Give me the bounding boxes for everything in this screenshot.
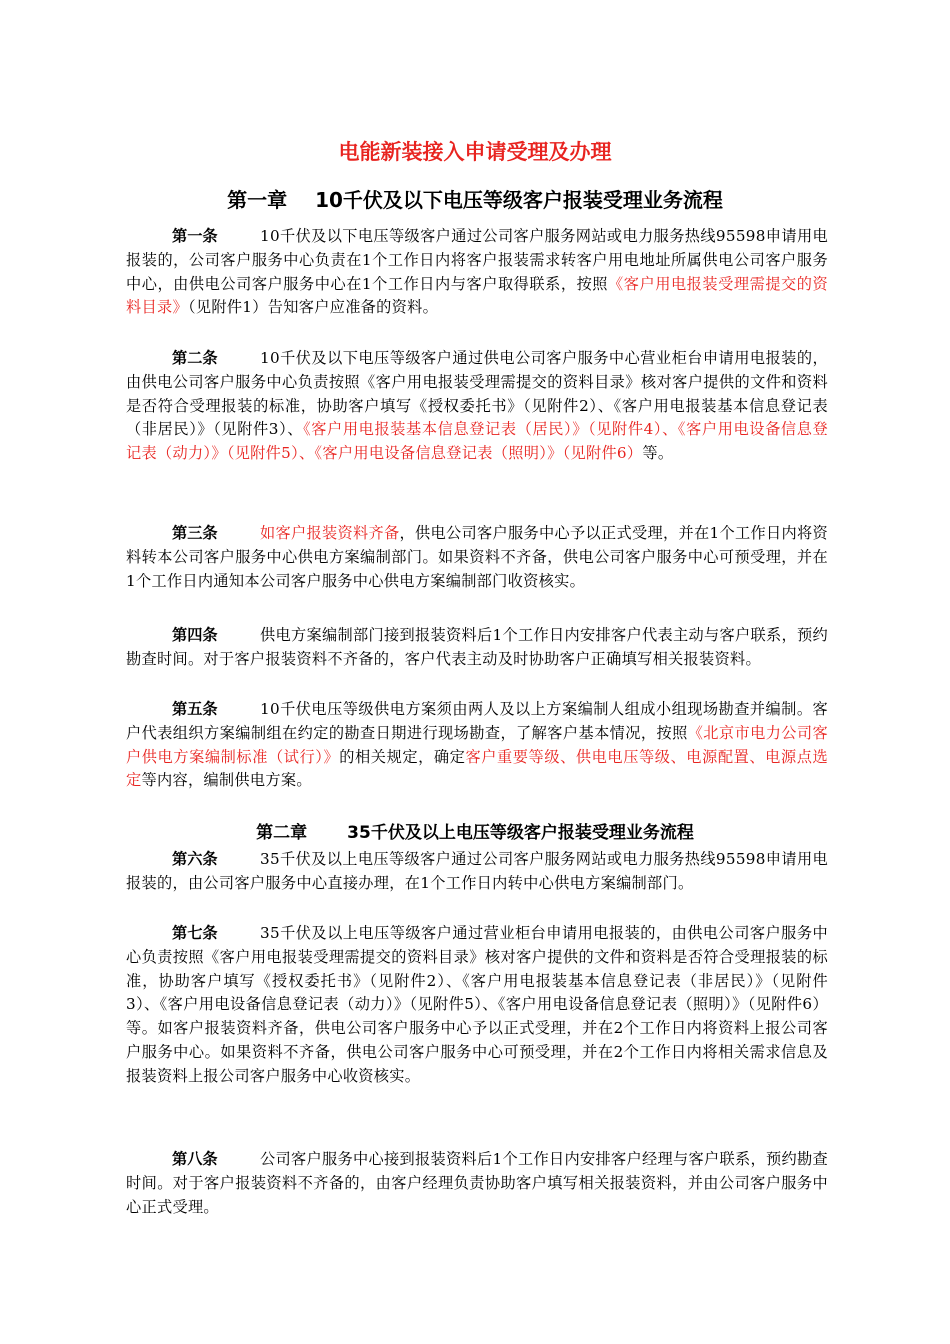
article-text: 35千伏及以上电压等级客户通过公司客户服务网站或电力服务热线95598申请用电报装的，由公司客户服务中心直接办理，在1个工作日内转中心供电方案编制部门。 xyxy=(126,850,828,892)
article-label: 第二条 xyxy=(172,349,218,367)
article-label: 第七条 xyxy=(172,924,218,942)
article-5 xyxy=(126,698,828,793)
article-text: 10千伏及以下电压等级客户通过供电公司客户服务中心营业柜台申请用电报装的，由供电公司客户服务中心负责按照《客户用电报装受理需提交的资料目录》核对客户提供的文件和资料是否符合受理报装的标准，协助客户填写《授权委托书》（见附件2）、《客户用电报装基本信息登记表（非居民）》（见附件3）、 xyxy=(126,349,828,439)
article-6 xyxy=(126,848,828,896)
article-label: 第四条 xyxy=(172,626,218,644)
highlighted-text: 《北京市电力公司客户供电方案编制标准（试行）》 xyxy=(126,723,828,766)
chapter-2-label: 第二章 xyxy=(256,823,308,843)
chapter-2-title: 35千伏及以上电压等级客户报装受理业务流程 xyxy=(347,823,694,843)
article-text: 的相关规定，确定 xyxy=(339,747,466,766)
article-text: 等。 xyxy=(642,444,674,463)
article-label: 第六条 xyxy=(172,850,218,868)
chapter-1-label: 第一章 xyxy=(227,188,288,212)
article-label: 第五条 xyxy=(172,700,218,718)
article-7 xyxy=(126,922,828,1089)
article-2 xyxy=(126,347,828,466)
highlighted-text: 《客户用电报装基本信息登记表（居民）》（见附件4）、《客户用电设备信息登记表（动力）》（见附件5）、《客户用电设备信息登记表（照明）》（见附件6） xyxy=(126,420,828,463)
article-text: （见附件1）告知客户应准备的资料。 xyxy=(187,298,439,317)
article-label: 第一条 xyxy=(172,227,218,245)
article-text: 10千伏及以下电压等级客户通过公司客户服务网站或电力服务热线95598申请用电报装的，公司客户服务中心负责在1个工作日内将客户报装需求转客户用电地址所属供电公司客户服务中心，由供电公司客户服务中心在1个工作日内与客户取得联系，按照 xyxy=(126,227,828,293)
article-label: 第八条 xyxy=(172,1150,218,1168)
highlighted-text: 《客户用电报装受理需提交的资料目录》 xyxy=(126,274,828,317)
chapter-1-title: 10千伏及以下电压等级客户报装受理业务流程 xyxy=(315,188,723,212)
chapter-2-heading xyxy=(0,820,950,846)
highlighted-text: 客户重要等级、供电电压等级、电源配置、电源点选定 xyxy=(126,747,828,790)
article-text: 等内容，编制供电方案。 xyxy=(141,771,312,790)
article-8 xyxy=(126,1148,828,1219)
article-4 xyxy=(126,624,828,672)
article-text: ，供电公司客户服务中心予以正式受理，并在1个工作日内将资料转本公司客户服务中心供电方案编制部门。如果资料不齐备，供电公司客户服务中心可预受理，并在1个工作日内通知本公司客户服务中心供电方案编制部门收资核实。 xyxy=(126,524,829,590)
document-title: 电能新装接入申请受理及办理 xyxy=(338,140,612,164)
article-3 xyxy=(126,522,828,593)
article-text: 35千伏及以上电压等级客户通过营业柜台申请用电报装的，由供电公司客户服务中心负责按照《客户用电报装受理需提交的资料目录》核对客户提供的文件和资料是否符合受理报装的标准，协助客户填写《授权委托书》（见附件2）、《客户用电报装基本信息登记表（非居民）》（见附件3）、《客户用电设备信息登记表（动力）》（见附件5）、《客户用电设备信息登记表（照明）》（见附件6）等。如客户报装资料齐备，供电公司客户服务中心予以正式受理，并在2个工作日内将资料上报公司客户服务中心。如果资料不齐备，供电公司客户服务中心可预受理，并在2个工作日内将相关需求信息及报装资料上报公司客户服务中心收资核实。 xyxy=(126,924,828,1085)
chapter-1-heading xyxy=(0,186,950,214)
article-text: 公司客户服务中心接到报装资料后1个工作日内安排客户经理与客户联系，预约勘查时间。对于客户报装资料不齐备的，由客户经理负责协助客户填写相关报装资料，并由公司客户服务中心正式受理。 xyxy=(126,1150,828,1216)
article-1 xyxy=(126,225,828,320)
article-text: 供电方案编制部门接到报装资料后1个工作日内安排客户代表主动与客户联系，预约勘查时间。对于客户报装资料不齐备的，客户代表主动及时协助客户正确填写相关报装资料。 xyxy=(126,626,828,668)
article-text: 10千伏电压等级供电方案须由两人及以上方案编制人组成小组现场勘查并编制。客户代表组织方案编制组在约定的勘查日期进行现场勘查，了解客户基本情况，按照 xyxy=(126,700,828,742)
highlighted-text: 如客户报装资料齐备 xyxy=(260,524,400,542)
article-label: 第三条 xyxy=(172,524,218,542)
